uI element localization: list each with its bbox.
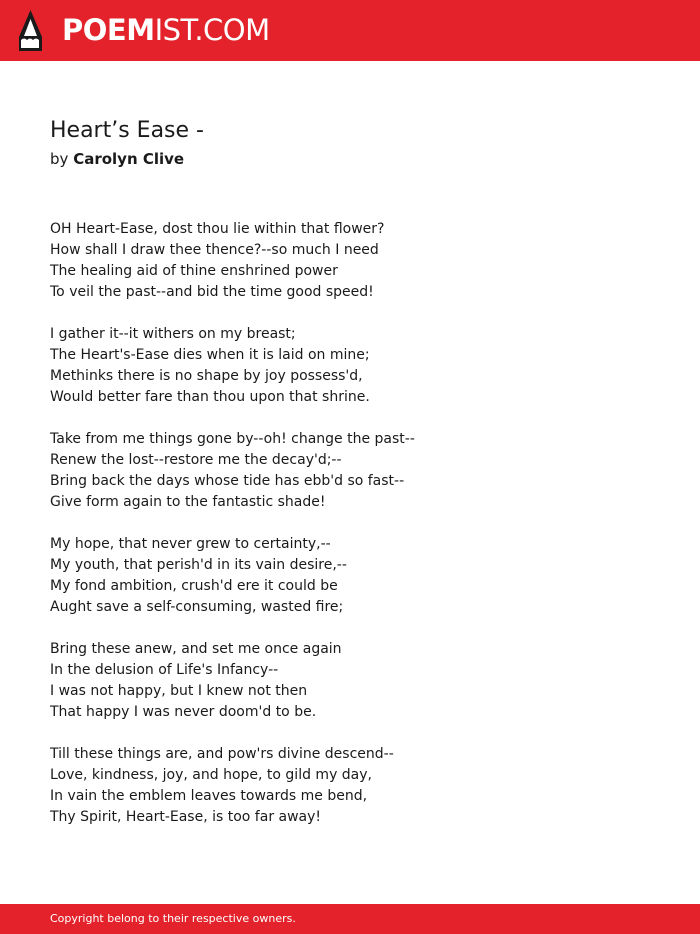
poem-line: My fond ambition, crush'd ere it could be bbox=[50, 578, 338, 594]
stanza bbox=[50, 744, 650, 828]
poem-line: In vain the emblem leaves towards me bend, bbox=[50, 788, 368, 804]
poem-line: I was not happy, but I knew not then bbox=[50, 683, 308, 699]
poem-line: I gather it--it withers on my breast; bbox=[50, 326, 296, 342]
poem-line: Methinks there is no shape by joy possess'd, bbox=[50, 368, 363, 384]
by-label: by bbox=[50, 150, 69, 168]
poem-line: How shall I draw thee thence?--so much I need bbox=[50, 242, 379, 258]
poem-line: Bring these anew, and set me once again bbox=[50, 641, 342, 657]
poem-line: To veil the past--and bid the time good speed! bbox=[50, 284, 374, 300]
site-footer bbox=[0, 904, 700, 934]
poem-line: Aught save a self-consuming, wasted fire; bbox=[50, 599, 344, 615]
stanza bbox=[50, 219, 650, 303]
poem-line: The healing aid of thine enshrined power bbox=[50, 263, 338, 279]
poem-line: My youth, that perish'd in its vain desire,-- bbox=[50, 557, 347, 573]
poem-line: Love, kindness, joy, and hope, to gild my day, bbox=[50, 767, 372, 783]
stanza bbox=[50, 534, 650, 618]
poem-line: Till these things are, and pow'rs divine descend-- bbox=[50, 746, 394, 762]
poem-line: Would better fare than thou upon that shrine. bbox=[50, 389, 370, 405]
poem-line: Renew the lost--restore me the decay'd;-- bbox=[50, 452, 342, 468]
poem-line: Give form again to the fantastic shade! bbox=[50, 494, 326, 510]
brand-light: IST.COM bbox=[154, 13, 270, 47]
brand-bold: POEM bbox=[62, 13, 155, 47]
copyright-notice: Copyright belong to their respective owners. bbox=[50, 912, 296, 925]
poem-line: Take from me things gone by--oh! change the past-- bbox=[50, 431, 415, 447]
stanza bbox=[50, 429, 650, 513]
site-header bbox=[0, 0, 700, 61]
poem-line: My hope, that never grew to certainty,-- bbox=[50, 536, 331, 552]
poem-line: Bring back the days whose tide has ebb'd so fast-- bbox=[50, 473, 405, 489]
site-logo-link[interactable] bbox=[62, 13, 270, 47]
poem-body bbox=[50, 219, 650, 849]
poem-line: In the delusion of Life's Infancy-- bbox=[50, 662, 279, 678]
stanza bbox=[50, 639, 650, 723]
poem-byline bbox=[50, 149, 184, 169]
author-name: Carolyn Clive bbox=[73, 150, 185, 168]
poem-line: That happy I was never doom'd to be. bbox=[50, 704, 317, 720]
pencil-tip-icon[interactable] bbox=[18, 10, 43, 51]
poem-line: The Heart's-Ease dies when it is laid on mine; bbox=[50, 347, 370, 363]
poem-title: Heart’s Ease - bbox=[50, 118, 204, 143]
stanza bbox=[50, 324, 650, 408]
poem-line: OH Heart-Ease, dost thou lie within that flower? bbox=[50, 221, 385, 237]
poem-line: Thy Spirit, Heart-Ease, is too far away! bbox=[50, 809, 322, 825]
